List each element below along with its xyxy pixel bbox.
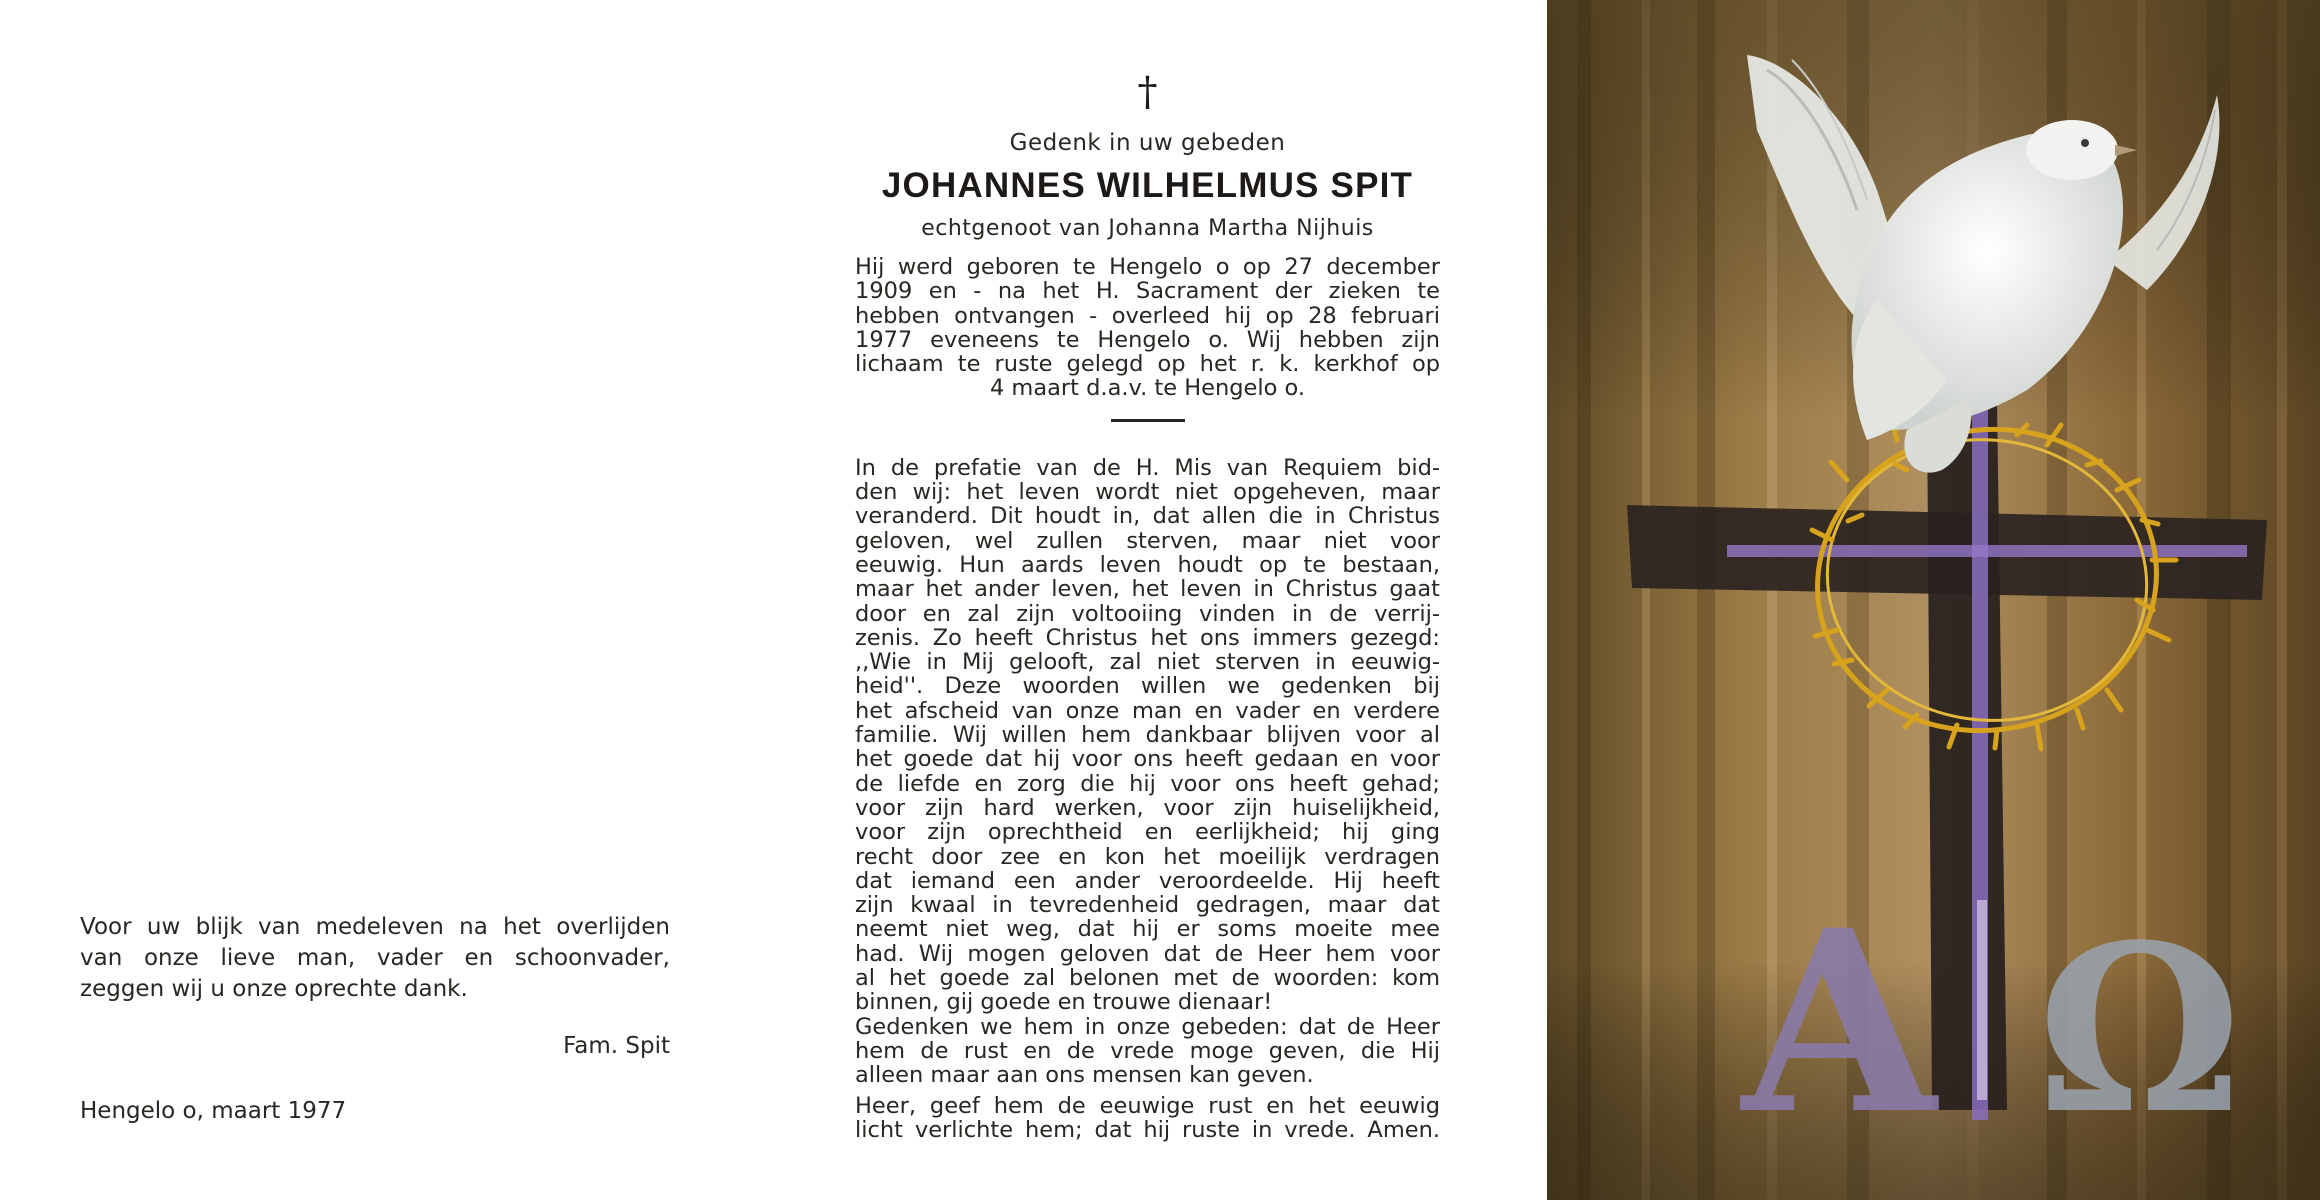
prayer-line: licht verlichte hem; dat hij ruste in vrede. Amen. [855, 1116, 1440, 1143]
remember-heading: Gedenk in uw gebeden [1009, 130, 1286, 156]
family-signature: Fam. Spit [563, 1033, 670, 1059]
prayer-line: voor zijn oprechtheid en eerlijkheid; hij ging [855, 819, 1440, 846]
prayer-line: Gedenken we hem in onze gebeden: dat de Heer [855, 1013, 1440, 1040]
prayer-line: zenis. Zo heeft Christus het ons immers gezegd: [855, 624, 1440, 651]
prayer-line: de liefde en zorg die hij voor ons heeft gehad; [855, 770, 1440, 797]
prayer-line: ,,Wie in Mij gelooft, zal niet sterven in eeuwig- [855, 649, 1440, 676]
cross-icon: † [1137, 69, 1158, 115]
prayer-line: Heer, geef hem de eeuwige rust en het eeuwig [855, 1092, 1440, 1119]
prayer-line: had. Wij mogen geloven dat de Heer hem voor [855, 940, 1440, 967]
thanks-line: van onze lieve man, vader en schoonvader, [80, 945, 670, 971]
deceased-name: JOHANNES WILHELMUS SPIT [881, 166, 1414, 205]
bio-line: Hij werd geboren te Hengelo o op 27 december [855, 254, 1440, 280]
biography [855, 255, 1440, 401]
thank-you-note [80, 912, 670, 1059]
prayer-line: zijn kwaal in tevredenheid gedragen, maar dat [855, 892, 1440, 919]
bio-line: 4 maart d.a.v. te Hengelo o. [989, 375, 1306, 402]
prayer-line: al het goede zal belonen met de woorden: kom [855, 965, 1440, 992]
prayer-line: neemt niet weg, dat hij er soms moeite mee [855, 916, 1440, 943]
prayer-line: geloven, wel zullen sterven, maar niet voor [855, 527, 1440, 554]
prayer-line: hem de rust en de vrede moge geven, die Hij [855, 1037, 1440, 1064]
prayer-line: maar het ander leven, het leven in Christus gaat [855, 576, 1440, 603]
prayer-line: het goede dat hij voor ons heeft gedaan en voor [855, 746, 1440, 773]
alpha-letter: A [1742, 875, 1936, 1169]
prayer-line: familie. Wij willen hem dankbaar blijven voor al [855, 722, 1440, 749]
prayer-line: door en zal zijn voltooiing vinden in de verrij- [855, 600, 1440, 627]
obituary-text [855, 70, 1440, 1142]
religious-painting [1547, 0, 2320, 1200]
prayer-text [855, 456, 1440, 1142]
divider [1111, 419, 1185, 422]
prayer-line: In de prefatie van de H. Mis van Requiem bid- [855, 454, 1440, 481]
bio-line: 1977 eveneens te Hengelo o. Wij hebben zijn [855, 326, 1440, 353]
prayer-line: binnen, gij goede en trouwe dienaar! [855, 989, 1273, 1016]
prayer-line: voor zijn hard werken, voor zijn huiselijkheid, [855, 794, 1440, 821]
prayer-line: het afscheid van onze man en vader en verdere [855, 697, 1440, 724]
bio-line: hebben ontvangen - overleed hij op 28 februari [855, 302, 1440, 329]
thanks-line: Voor uw blijk van medeleven na het overlijden [80, 914, 670, 940]
prayer-line: veranderd. Dit houdt in, dat allen die in Christus [855, 503, 1440, 530]
prayer-line: heid''. Deze woorden willen we gedenken bij [855, 673, 1440, 700]
prayer-line: dat iemand een ander veroordeelde. Hij heeft [855, 867, 1440, 894]
prayer-line: eeuwig. Hun aards leven houdt op te bestaan, [855, 551, 1440, 578]
place-date: Hengelo o, maart 1977 [80, 1098, 347, 1124]
bio-line: 1909 en - na het H. Sacrament der zieken te [855, 278, 1440, 305]
thanks-text [80, 912, 670, 1005]
painting-canvas [1547, 0, 2320, 1200]
prayer-line: recht door zee en kon het moeilijk verdragen [855, 843, 1440, 870]
thanks-line: zeggen wij u onze oprechte dank. [80, 976, 468, 1002]
prayer-line: alleen maar aan ons mensen kan geven. [855, 1062, 1314, 1089]
bio-line: lichaam te ruste gelegd op het r. k. kerkhof op [855, 351, 1440, 378]
spouse-line: echtgenoot van Johanna Martha Nijhuis [921, 216, 1374, 241]
prayer-line: den wij: het leven wordt niet opgeheven, maar [855, 479, 1440, 506]
omega-letter: Ω [2037, 895, 2242, 1165]
